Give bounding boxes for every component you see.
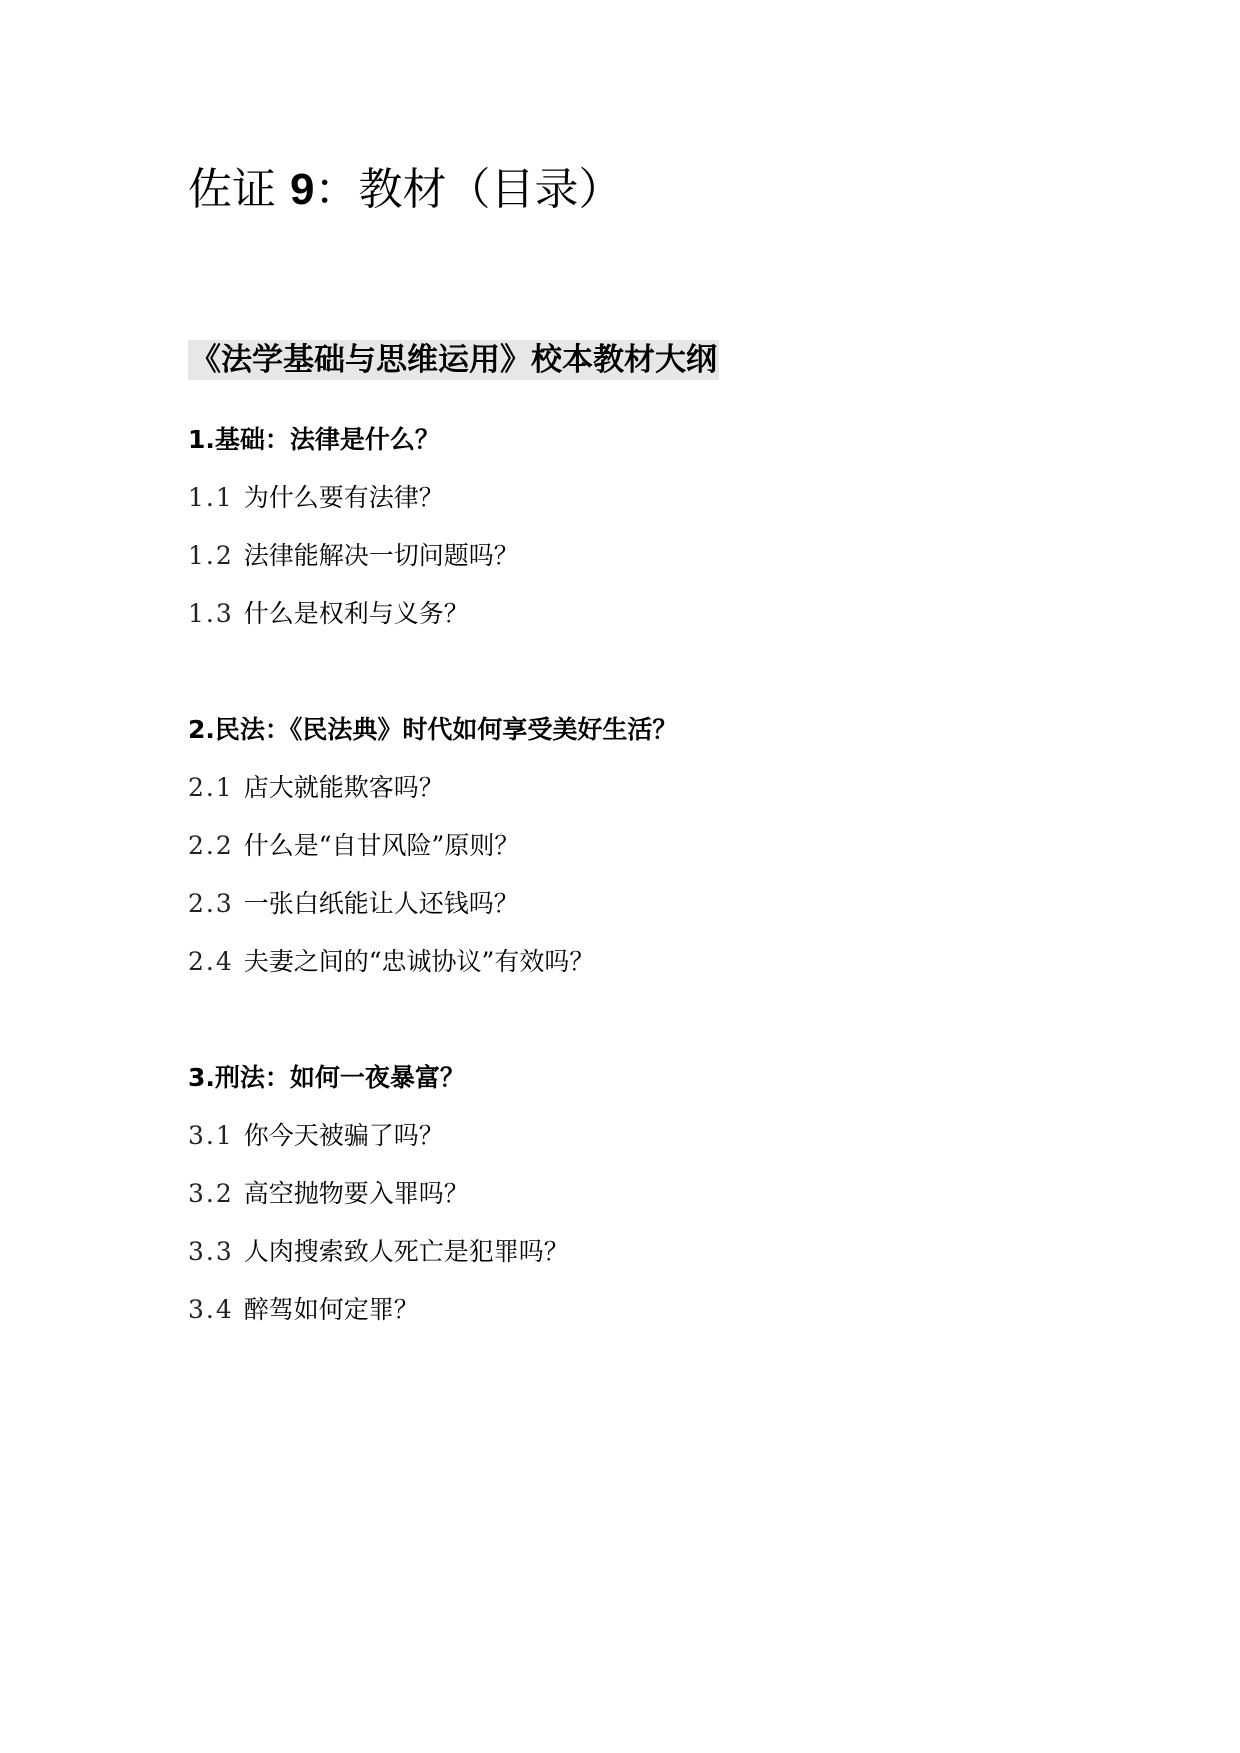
toc-item-1-1 bbox=[188, 480, 444, 516]
toc-item-2-4 bbox=[188, 944, 594, 980]
section-title-3: 3.刑法：如何一夜暴富？ bbox=[188, 1063, 465, 1092]
toc-item-index: 2.3 bbox=[188, 889, 234, 918]
title-suffix: ：教材（目录） bbox=[314, 164, 623, 215]
toc-item-2-1 bbox=[188, 770, 444, 806]
toc-item-index: 3.4 bbox=[188, 1295, 234, 1324]
toc-item-text: 为什么要有法律？ bbox=[243, 483, 444, 512]
toc-item-index: 2.4 bbox=[188, 947, 234, 976]
toc-item-1-3 bbox=[188, 596, 469, 632]
toc-item-index: 1.2 bbox=[188, 541, 234, 570]
title-number: 9 bbox=[290, 165, 315, 214]
toc-item-index: 2.1 bbox=[188, 773, 234, 802]
toc-item-index: 3.3 bbox=[188, 1237, 234, 1266]
title-prefix: 佐证 bbox=[188, 164, 290, 215]
toc-item-1-2 bbox=[188, 538, 519, 574]
toc-item-text: 醉驾如何定罪？ bbox=[243, 1295, 419, 1324]
toc-item-index: 1.1 bbox=[188, 483, 234, 512]
toc-item-index: 3.2 bbox=[188, 1179, 234, 1208]
toc-item-index: 3.1 bbox=[188, 1121, 234, 1150]
toc-item-text: 法律能解决一切问题吗？ bbox=[243, 541, 519, 570]
toc-item-text: 夫妻之间的“忠诚协议”有效吗？ bbox=[243, 947, 595, 976]
toc-item-index: 2.2 bbox=[188, 831, 234, 860]
section-title-2: 2.民法：《民法典》时代如何享受美好生活？ bbox=[188, 715, 678, 744]
toc-item-3-3 bbox=[188, 1234, 569, 1270]
toc-item-2-3 bbox=[188, 886, 519, 922]
toc-item-text: 高空抛物要入罪吗？ bbox=[243, 1179, 469, 1208]
page-title bbox=[188, 160, 622, 220]
toc-item-3-1 bbox=[188, 1118, 444, 1154]
toc-item-text: 店大就能欺客吗？ bbox=[243, 773, 444, 802]
toc-item-text: 一张白纸能让人还钱吗？ bbox=[243, 889, 519, 918]
toc-item-text: 你今天被骗了吗？ bbox=[243, 1121, 444, 1150]
toc-item-text: 什么是权利与义务？ bbox=[243, 599, 469, 628]
section-title-1: 1.基础：法律是什么？ bbox=[188, 425, 440, 454]
toc-item-index: 1.3 bbox=[188, 599, 234, 628]
toc-item-text: 什么是“自甘风险”原则？ bbox=[243, 831, 520, 860]
toc-item-3-4 bbox=[188, 1292, 419, 1328]
outline-heading: 《法学基础与思维运用》校本教材大纲 bbox=[190, 342, 717, 378]
toc-item-3-2 bbox=[188, 1176, 469, 1212]
toc-item-text: 人肉搜索致人死亡是犯罪吗？ bbox=[243, 1237, 569, 1266]
toc-item-2-2 bbox=[188, 828, 519, 864]
